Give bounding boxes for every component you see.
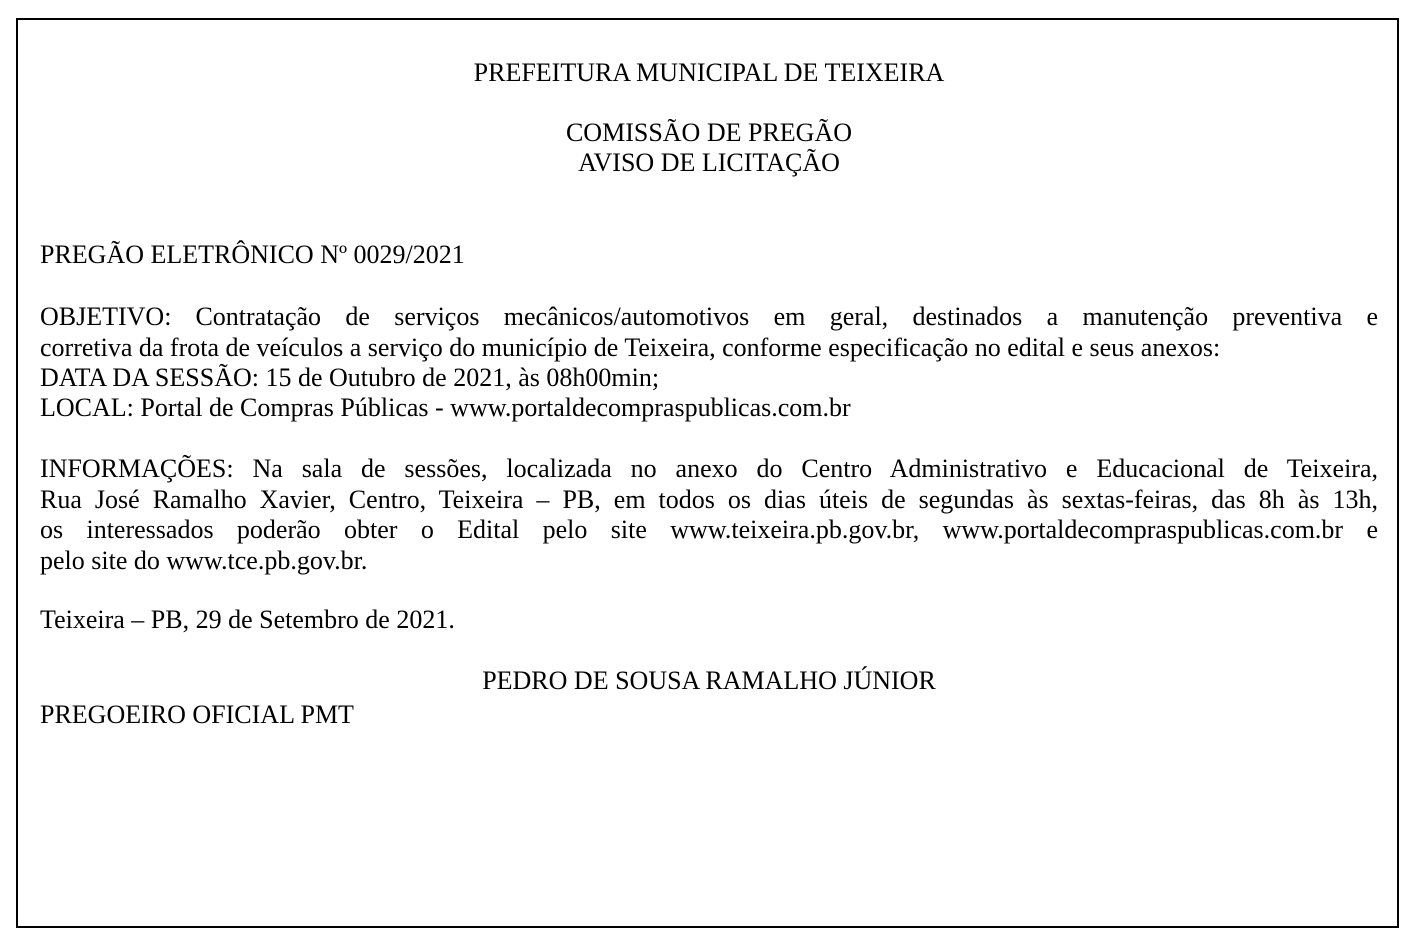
information-line-3: os interessados poderão obter o Edital pelo site www.teixeira.pb.gov.br, www.portaldecompraspublicas.com.br e <box>40 515 1378 544</box>
commission-heading: COMISSÃO DE PREGÃO <box>565 118 853 147</box>
information-line-4: pelo site do www.tce.pb.gov.br. <box>40 545 368 575</box>
information-paragraph <box>40 454 1378 576</box>
notice-heading: AVISO DE LICITAÇÃO <box>578 148 840 177</box>
place-and-date: Teixeira – PB, 29 de Setembro de 2021. <box>40 605 455 634</box>
municipality-heading: PREFEITURA MUNICIPAL DE TEIXEIRA <box>473 58 945 87</box>
session-date: DATA DA SESSÃO: 15 de Outubro de 2021, às 08h00min; <box>40 363 660 392</box>
objective-line-1: OBJETIVO: Contratação de serviços mecânicos/automotivos em geral, destinados a manutenção preventiva e <box>40 302 1378 331</box>
information-line-2: Rua José Ramalho Xavier, Centro, Teixeira – PB, em todos os dias úteis de segundas às sextas-feiras, das 8h às 13h, <box>40 484 1378 514</box>
process-number: PREGÃO ELETRÔNICO Nº 0029/2021 <box>40 240 465 269</box>
information-line-1: INFORMAÇÕES: Na sala de sessões, localizada no anexo do Centro Administrativo e Educacional de Teixeira, <box>40 454 1378 483</box>
signatory-role: PREGOEIRO OFICIAL PMT <box>40 700 354 729</box>
objective-paragraph <box>40 302 1378 363</box>
session-location: LOCAL: Portal de Compras Públicas - www.portaldecompraspublicas.com.br <box>40 393 851 422</box>
objective-label: OBJETIVO: <box>40 302 172 331</box>
signatory-name: PEDRO DE SOUSA RAMALHO JÚNIOR <box>482 666 936 695</box>
objective-line-2: corretiva da frota de veículos a serviço do município de Teixeira, conforme especificação no edital e seus anexos: <box>40 332 1221 362</box>
